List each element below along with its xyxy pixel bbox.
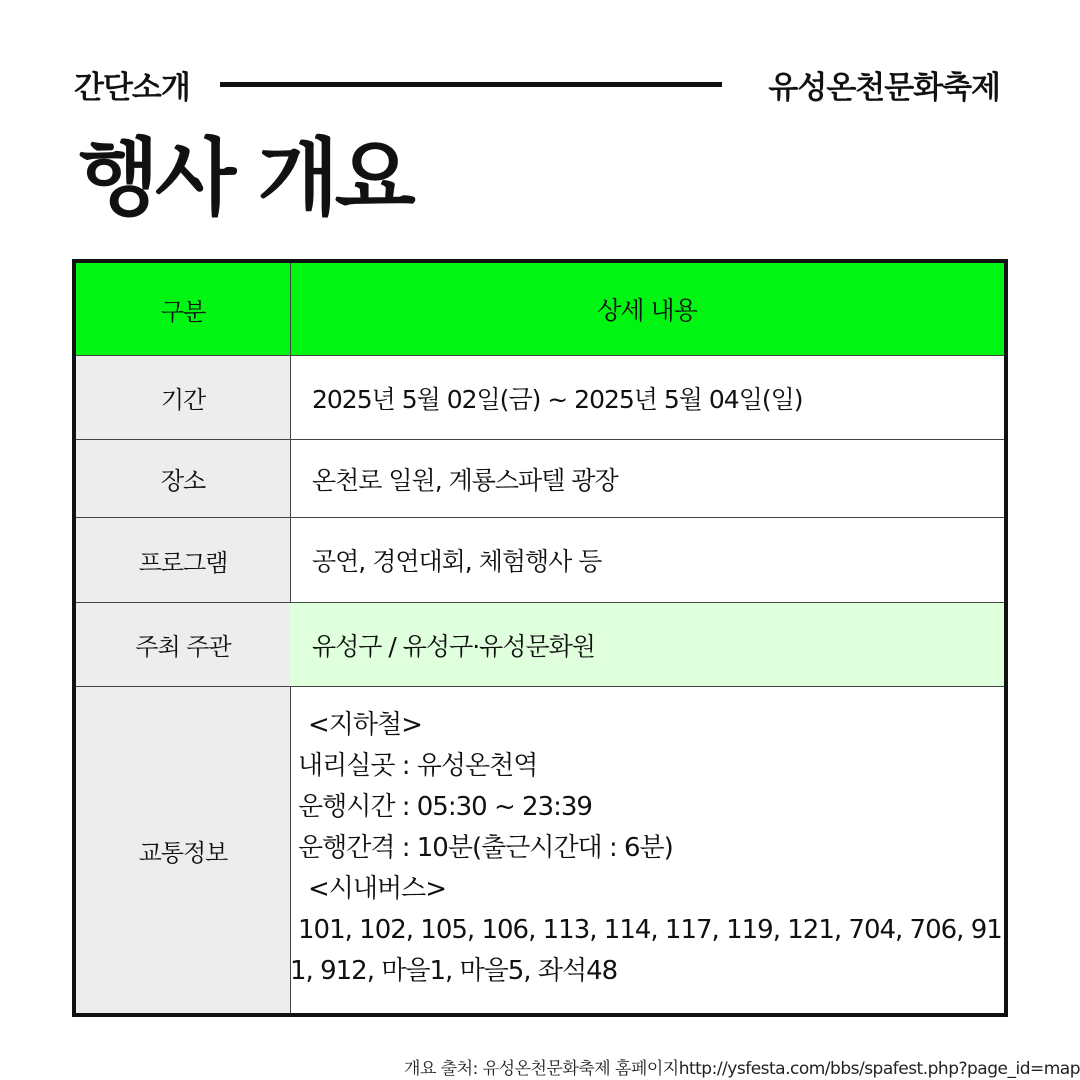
row-label-host: 주최 주관 (76, 603, 291, 686)
row-label-program: 프로그램 (76, 518, 291, 602)
row-value-venue: 온천로 일원, 계룡스파텔 광장 (312, 465, 618, 495)
transport-bus-routes-continued: 1, 912, 마을1, 마을5, 좌석48 (290, 956, 618, 986)
transport-subway-interval: 운행간격 : 10분(출근시간대 : 6분) (298, 833, 673, 863)
row-value-host: 유성구 / 유성구·유성문화원 (290, 603, 1004, 686)
table-row-transport (76, 687, 1004, 1013)
transport-subway-heading: <지하철> (308, 710, 422, 740)
top-bar (74, 58, 1000, 106)
source-footnote: 개요 출처: 유성온천문화축제 홈페이지http://ysfesta.com/bbs/spafest.php?page_id=map (404, 1059, 1080, 1079)
festival-name: 유성온천문화축제 (768, 70, 1000, 106)
row-label-transport: 교통정보 (76, 687, 291, 1013)
row-value-program: 공연, 경연대회, 체험행사 등 (312, 547, 602, 576)
table-row-venue (76, 440, 1004, 518)
transport-subway-station: 내리실곳 : 유성온천역 (298, 751, 538, 781)
section-label: 간단소개 (74, 70, 190, 106)
row-value-transport (290, 687, 1004, 1013)
transport-subway-hours: 운행시간 : 05:30 ~ 23:39 (298, 792, 592, 822)
column-header-category: 구분 (76, 263, 291, 355)
table-row-period (76, 356, 1004, 440)
table-row-host (76, 603, 1004, 687)
table-header-row (76, 263, 1004, 356)
row-label-period: 기간 (76, 356, 291, 439)
table-row-program (76, 518, 1004, 603)
overview-table (72, 259, 1008, 1017)
column-header-details: 상세 내용 (597, 296, 697, 325)
transport-bus-heading: <시내버스> (308, 874, 447, 904)
transport-bus-routes: 101, 102, 105, 106, 113, 114, 117, 119, 121, 704, 706, 91 (298, 915, 1002, 945)
row-value-period: 2025년 5월 02일(금) ~ 2025년 5월 04일(일) (312, 384, 803, 414)
divider-line (220, 82, 722, 87)
row-label-venue: 장소 (76, 440, 291, 517)
page-title: 행사 개요 (78, 129, 412, 227)
